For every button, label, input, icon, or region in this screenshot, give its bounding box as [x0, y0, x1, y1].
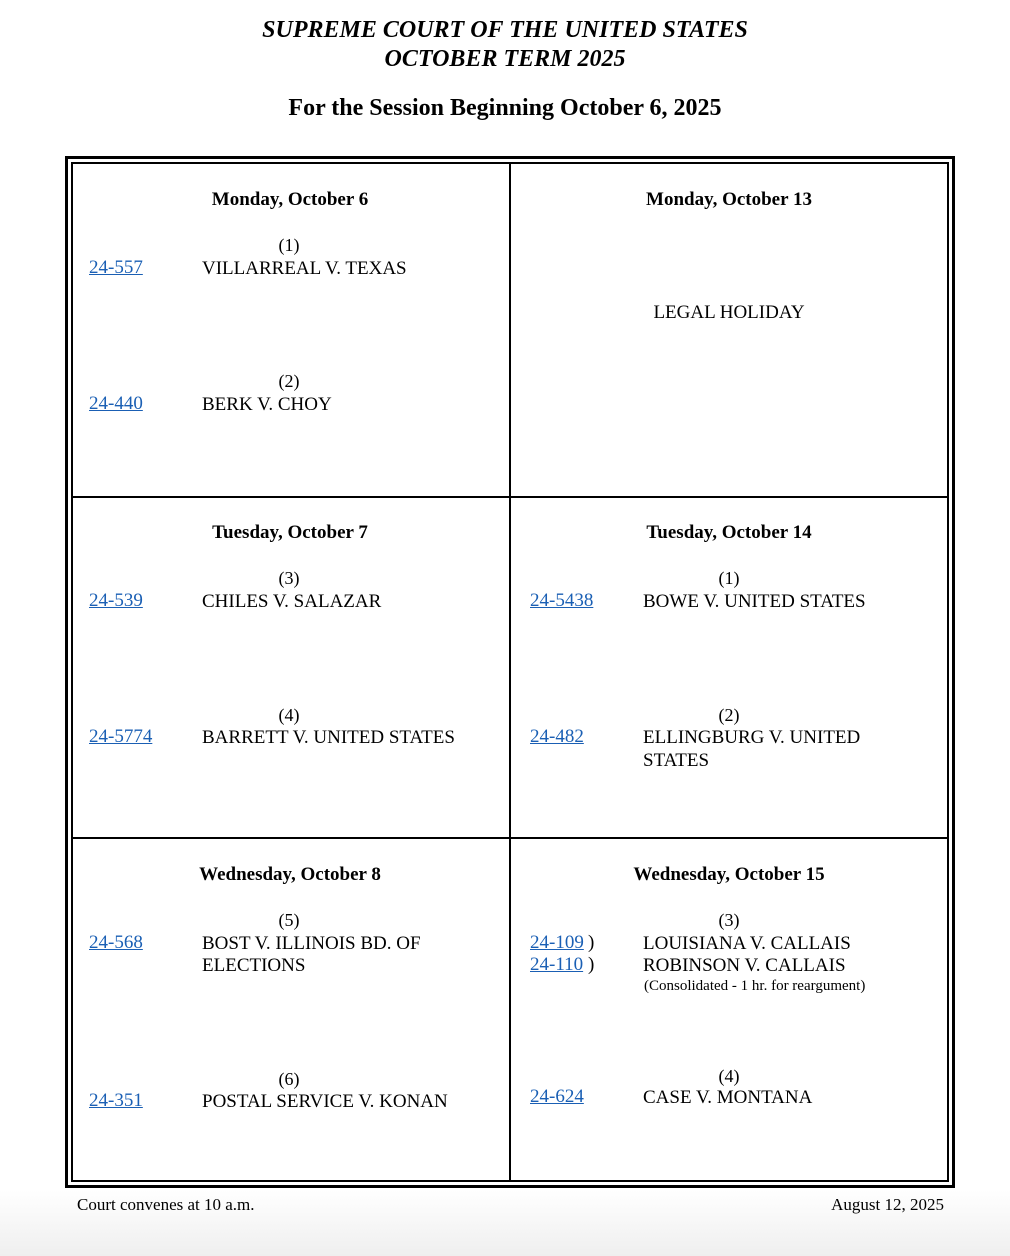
case-name-line-2: ELECTIONS: [202, 955, 306, 976]
docket-link-24-109[interactable]: 24-109: [530, 932, 584, 953]
legal-holiday-label: LEGAL HOLIDAY: [653, 302, 805, 323]
case-name: BARRETT V. UNITED STATES: [202, 727, 455, 748]
footer-convene-time: Court convenes at 10 a.m.: [77, 1195, 255, 1214]
case-name: LOUISIANA V. CALLAIS: [643, 933, 851, 954]
day-heading-mon6: Monday, October 6: [211, 189, 369, 210]
docket-link-24-5438[interactable]: 24-5438: [530, 590, 594, 611]
case-name: BERK V. CHOY: [202, 394, 332, 415]
case-name: CASE V. MONTANA: [643, 1087, 813, 1108]
argument-order: (2): [278, 371, 300, 391]
docket-link-24-568[interactable]: 24-568: [89, 932, 143, 953]
case-name: BOWE V. UNITED STATES: [643, 591, 866, 612]
docket-link-24-539[interactable]: 24-539: [89, 590, 143, 611]
day-heading-tue14: Tuesday, October 14: [646, 522, 812, 543]
case-name-line-1: ELLINGBURG V. UNITED: [643, 727, 861, 748]
docket-link-24-110[interactable]: 24-110: [530, 954, 584, 975]
session-title: For the Session Beginning October 6, 2025: [288, 95, 722, 121]
argument-order: (3): [718, 910, 740, 930]
argument-order: (1): [278, 235, 300, 255]
argument-order: (5): [278, 910, 300, 930]
argument-order: (3): [278, 568, 300, 588]
row-divider-2: [71, 837, 949, 839]
row-divider-1: [71, 496, 949, 498]
court-title: SUPREME COURT OF THE UNITED STATES: [262, 17, 748, 43]
day-heading-wed8: Wednesday, October 8: [199, 864, 381, 885]
argument-order: (4): [718, 1066, 740, 1086]
footer-date: August 12, 2025: [831, 1195, 944, 1214]
case-name: POSTAL SERVICE V. KONAN: [202, 1091, 448, 1112]
case-name: ROBINSON V. CALLAIS: [643, 955, 846, 976]
case-name: CHILES V. SALAZAR: [202, 591, 382, 612]
argument-order: (6): [278, 1069, 300, 1089]
argument-order: (1): [718, 568, 740, 588]
day-heading-mon13: Monday, October 13: [646, 189, 812, 210]
term-title: OCTOBER TERM 2025: [384, 46, 626, 72]
day-heading-wed15: Wednesday, October 15: [633, 864, 825, 885]
case-name-line-2: STATES: [643, 750, 710, 771]
argument-order: (4): [278, 705, 300, 725]
docket-link-24-482[interactable]: 24-482: [530, 726, 584, 747]
consolidation-paren: ): [588, 954, 595, 975]
consolidation-note: (Consolidated - 1 hr. for reargument): [644, 978, 866, 994]
day-heading-tue7: Tuesday, October 7: [212, 522, 368, 543]
case-name: VILLARREAL V. TEXAS: [202, 258, 407, 279]
docket-link-24-440[interactable]: 24-440: [89, 393, 143, 414]
docket-link-24-5774[interactable]: 24-5774: [89, 726, 153, 747]
argument-order: (2): [718, 705, 740, 725]
docket-link-24-351[interactable]: 24-351: [89, 1090, 143, 1111]
docket-link-24-624[interactable]: 24-624: [530, 1086, 584, 1107]
case-name-line-1: BOST V. ILLINOIS BD. OF: [202, 933, 421, 954]
consolidation-paren: ): [588, 932, 595, 953]
docket-link-24-557[interactable]: 24-557: [89, 257, 143, 278]
